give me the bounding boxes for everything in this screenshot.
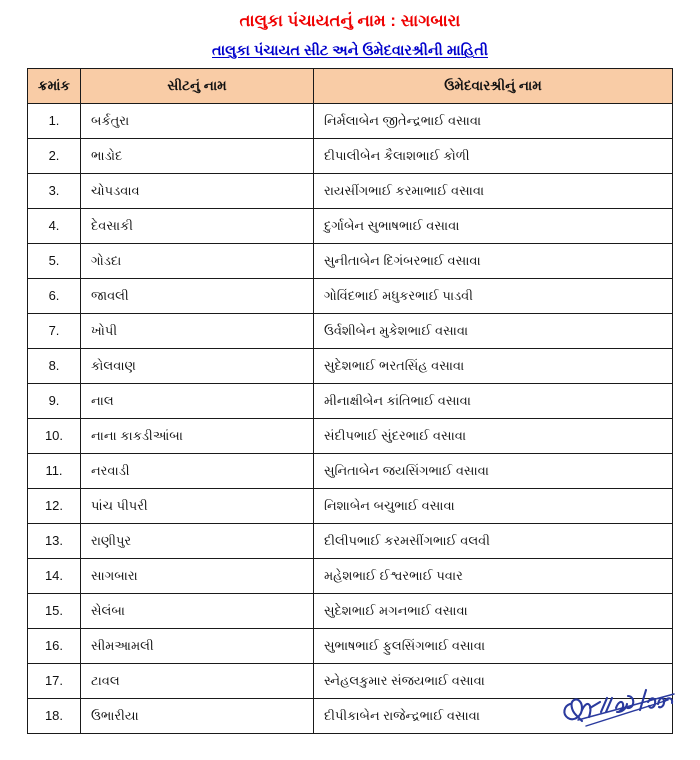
cell-seat-name: ચોપડવાવ [81,174,314,209]
cell-serial-number: 8. [28,349,81,384]
seat-candidate-table [27,68,673,734]
table-row [28,209,673,244]
cell-candidate-name: નિર્મલાબેન જીતેન્દ્રભાઈ વસાવા [314,104,673,139]
table-row [28,349,673,384]
table-row [28,279,673,314]
cell-candidate-name: સુનિતાબેન જયસિંગભાઈ વસાવા [314,454,673,489]
table-row [28,594,673,629]
cell-seat-name: નાના કાકડીઆંબા [81,419,314,454]
table-row [28,454,673,489]
cell-candidate-name: મીનાક્ષીબેન કાંતિભાઈ વસાવા [314,384,673,419]
cell-candidate-name: નિશાબેન બચુભાઈ વસાવા [314,489,673,524]
cell-candidate-name: દીલીપભાઈ કરમસીંગભાઈ વલવી [314,524,673,559]
cell-candidate-name: સુદેશભાઈ મગનભાઈ વસાવા [314,594,673,629]
table-header [28,69,673,104]
column-header-seat: સીટનું નામ [81,69,314,104]
cell-serial-number: 6. [28,279,81,314]
cell-seat-name: બર્કતુરા [81,104,314,139]
cell-serial-number: 17. [28,664,81,699]
cell-candidate-name: દીપાલીબેન કૈલાશભાઈ કોળી [314,139,673,174]
cell-seat-name: ટાવલ [81,664,314,699]
page-subtitle [0,31,700,60]
cell-serial-number: 7. [28,314,81,349]
cell-candidate-name: સુભાષભાઈ ફુલસિંગભાઈ વસાવા [314,629,673,664]
table-row [28,629,673,664]
cell-candidate-name: સુનીતાબેન દિગંબરભાઈ વસાવા [314,244,673,279]
seat-table-container [27,68,672,734]
table-row [28,559,673,594]
cell-seat-name: પાંચ પીપરી [81,489,314,524]
table-row [28,104,673,139]
table-row [28,174,673,209]
cell-serial-number: 9. [28,384,81,419]
table-row [28,524,673,559]
cell-seat-name: સેલંબા [81,594,314,629]
table-row [28,384,673,419]
cell-candidate-name: ગોવિંદભાઈ મધુકરભાઈ પાડવી [314,279,673,314]
column-header-candidate: ઉમેદવારશ્રીનું નામ [314,69,673,104]
cell-candidate-name: મહેશભાઈ ઈશ્વરભાઈ પવાર [314,559,673,594]
cell-seat-name: ઉભારીયા [81,699,314,734]
cell-serial-number: 13. [28,524,81,559]
cell-seat-name: સાગબારા [81,559,314,594]
cell-candidate-name: દીપીકાબેન રાજેન્દ્રભાઈ વસાવા [314,699,673,734]
table-row [28,314,673,349]
cell-seat-name: રાણીપુર [81,524,314,559]
cell-seat-name: ભાડોદ [81,139,314,174]
cell-seat-name: ગોડદા [81,244,314,279]
cell-candidate-name: રાયસીંગભાઈ કરમાભાઈ વસાવા [314,174,673,209]
page-title: તાલુકા પંચાયતનું નામ : સાગબારા [239,12,461,30]
cell-seat-name: નરવાડી [81,454,314,489]
cell-seat-name: દેવસાકી [81,209,314,244]
table-row [28,139,673,174]
cell-seat-name: ખોપી [81,314,314,349]
table-header-row [28,69,673,104]
cell-serial-number: 10. [28,419,81,454]
cell-serial-number: 4. [28,209,81,244]
cell-serial-number: 3. [28,174,81,209]
cell-seat-name: નાલ [81,384,314,419]
cell-serial-number: 15. [28,594,81,629]
cell-serial-number: 1. [28,104,81,139]
cell-candidate-name: ઉર્વશીબેન મુકેશભાઈ વસાવા [314,314,673,349]
column-header-serial: ક્રમાંક [28,69,81,104]
cell-seat-name: સીમઆમલી [81,629,314,664]
table-row [28,419,673,454]
cell-serial-number: 2. [28,139,81,174]
cell-seat-name: જાવલી [81,279,314,314]
cell-serial-number: 5. [28,244,81,279]
cell-serial-number: 16. [28,629,81,664]
cell-serial-number: 14. [28,559,81,594]
table-body [28,104,673,734]
cell-serial-number: 18. [28,699,81,734]
table-row [28,699,673,734]
cell-candidate-name: સંદીપભાઈ સુંદરભાઈ વસાવા [314,419,673,454]
table-row [28,489,673,524]
cell-serial-number: 12. [28,489,81,524]
table-row [28,244,673,279]
cell-serial-number: 11. [28,454,81,489]
cell-candidate-name: સ્નેહલકુમાર સંજયભાઈ વસાવા [314,664,673,699]
cell-seat-name: કોલવાણ [81,349,314,384]
cell-candidate-name: દુર્ગાબેન સુભાષભાઈ વસાવા [314,209,673,244]
table-row [28,664,673,699]
page-subtitle-text: તાલુકા પંચાયત સીટ અને ઉમેદવારશ્રીની માહિતી [212,43,488,59]
cell-candidate-name: સુદેશભાઈ ભરતસિંહ વસાવા [314,349,673,384]
